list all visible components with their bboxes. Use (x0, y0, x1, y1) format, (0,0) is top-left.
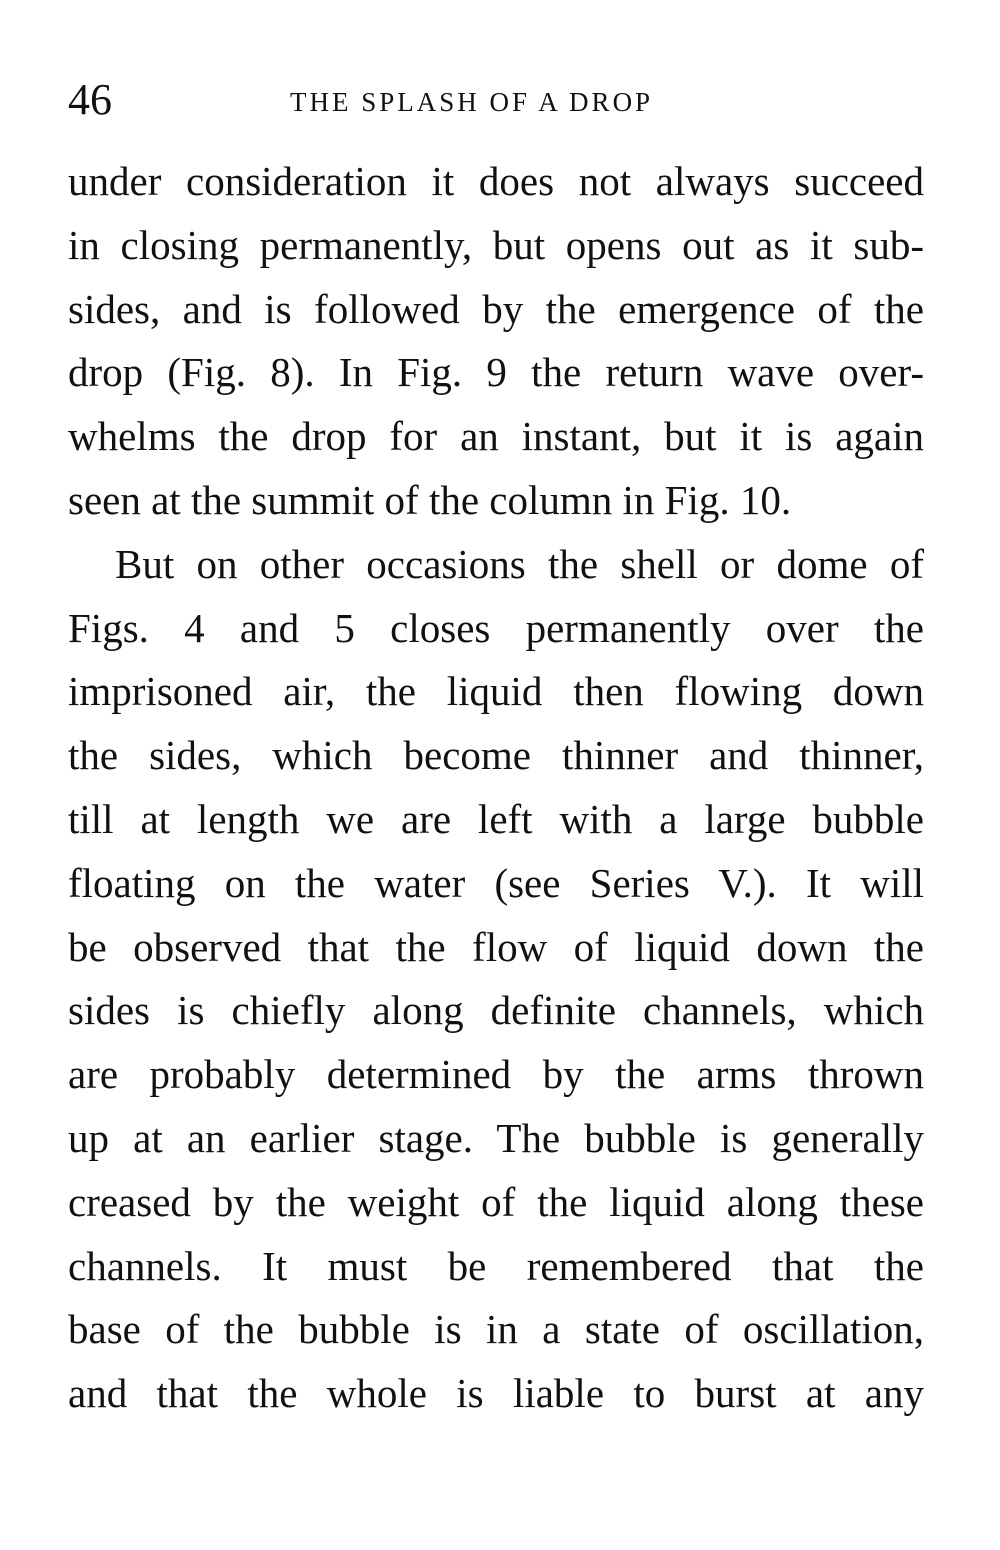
text-line: Figs. 4 and 5 closes permanently over the (68, 604, 924, 651)
paragraph (68, 150, 924, 533)
text-line: imprisoned air, the liquid then flowing down (68, 668, 924, 715)
text-line: are probably determined by the arms thrown (68, 1051, 924, 1098)
paragraph (68, 533, 924, 1426)
text-line: channels. It must be remembered that the (68, 1242, 924, 1289)
text-line: under consideration it does not always succeed (68, 158, 924, 204)
body-text (68, 150, 924, 1426)
text-line: up at an earlier stage. The bubble is generally (68, 1114, 924, 1161)
text-line: sides is chiefly along definite channels, which (68, 987, 924, 1034)
text-line: seen at the summit of the column in Fig. 10. (68, 476, 792, 523)
text-line: in closing permanently, but opens out as it sub- (68, 221, 924, 268)
text-line: till at length we are left with a large bubble (68, 795, 924, 842)
text-line: whelms the drop for an instant, but it is again (68, 413, 924, 460)
text-line: and that the whole is liable to burst at any (68, 1370, 924, 1417)
page-number: 46 (68, 75, 112, 124)
text-line: floating on the water (see Series V.). It will (68, 859, 924, 906)
text-line: But on other occasions the shell or dome of (115, 540, 924, 587)
text-line: drop (Fig. 8). In Fig. 9 the return wave over- (68, 349, 924, 396)
running-head: THE SPLASH OF A DROP (290, 87, 654, 117)
text-line: sides, and is followed by the emergence of the (68, 285, 924, 332)
text-line: the sides, which become thinner and thinner, (68, 732, 924, 779)
text-line: be observed that the flow of liquid down the (68, 923, 924, 970)
page-header (68, 72, 928, 132)
text-line: base of the bubble is in a state of oscillation, (68, 1306, 924, 1353)
text-line: creased by the weight of the liquid along these (68, 1178, 924, 1225)
